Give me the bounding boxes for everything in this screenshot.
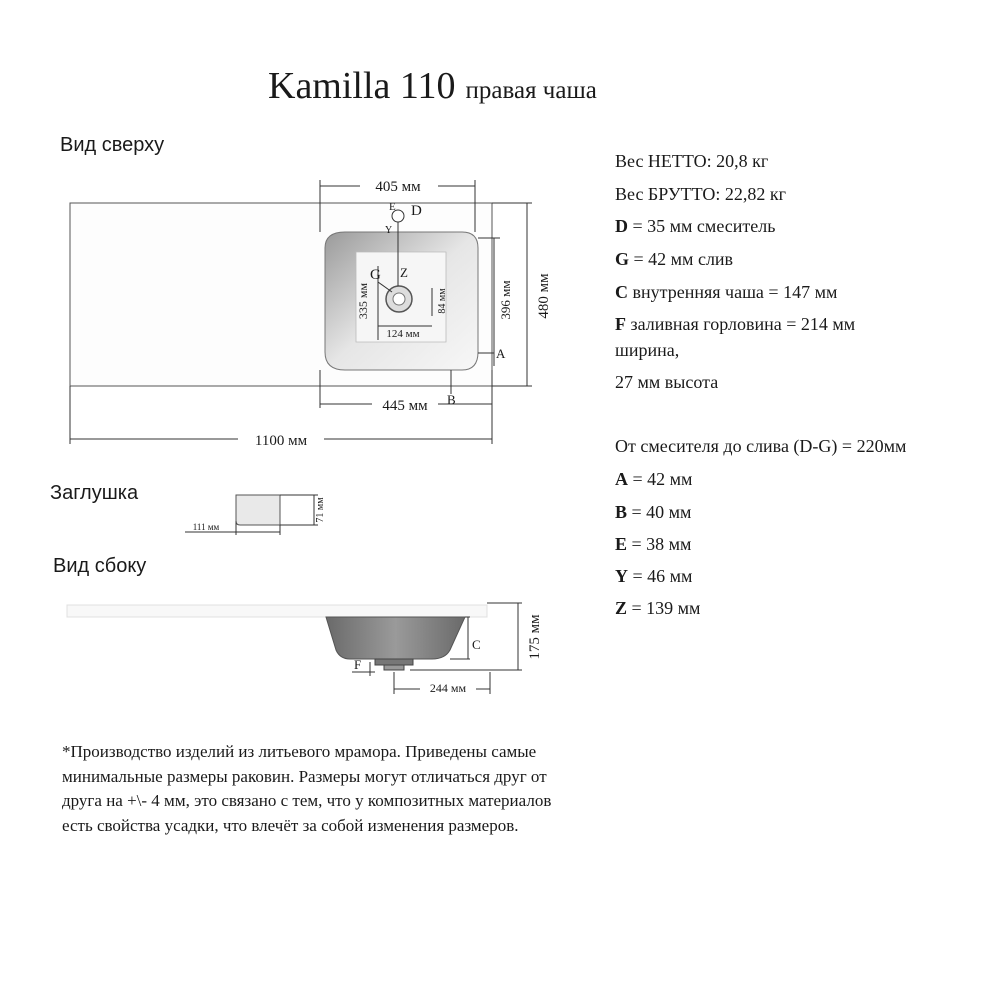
- dim-1100: 1100 мм: [254, 433, 308, 449]
- dim-335: 335 мм: [356, 282, 370, 320]
- plug-shape: [236, 495, 280, 525]
- dim-175: 175 мм: [527, 614, 543, 660]
- spec-text: ширина,: [615, 340, 680, 360]
- spec-line: [615, 502, 691, 523]
- spec-line: [615, 534, 691, 555]
- spec-line: [615, 598, 700, 619]
- spec-line: [615, 372, 718, 393]
- spec-text: = 35 мм смеситель: [628, 216, 776, 236]
- spec-line: [615, 249, 733, 270]
- spec-text: заливная горловина = 214 мм: [626, 314, 856, 334]
- side-view: [67, 603, 543, 696]
- spec-text: = 42 мм слив: [629, 249, 734, 269]
- spec-line: [615, 436, 906, 457]
- plug-view: [185, 495, 326, 535]
- label-D: D: [411, 203, 422, 219]
- spec-key: Z: [615, 598, 628, 618]
- bowl-side: [326, 617, 465, 659]
- label-B: B: [447, 392, 456, 407]
- dim-405: 405 мм: [375, 179, 421, 195]
- model-name: Kamilla 110: [268, 65, 456, 107]
- spec-line: [615, 314, 855, 335]
- footnote: *Производство изделий из литьевого мрамора. Приведены самые минимальные размеры раковин. Размеры могут отличаться друг от друга на +\- 4 мм, это связано с тем, что у композитных материалов есть свойства усадки, что влечёт за собой изменения размеров.: [62, 742, 552, 835]
- top-view: [30, 170, 558, 460]
- spec-key: C: [615, 282, 628, 302]
- spec-key: Y: [615, 566, 628, 586]
- spec-key: G: [615, 249, 630, 269]
- top-view-label: Вид сверху: [60, 134, 165, 156]
- dim-124: 124 мм: [386, 328, 420, 340]
- spec-text: = 46 мм: [628, 566, 693, 586]
- spec-text: = 38 мм: [627, 534, 692, 554]
- label-F: F: [354, 657, 362, 672]
- spec-line: [615, 340, 679, 361]
- spec-text: = 139 мм: [627, 598, 701, 618]
- spec-key: F: [615, 314, 626, 334]
- dim-244: 244 мм: [429, 681, 467, 695]
- label-Y: Y: [385, 225, 393, 236]
- spec-line: [615, 282, 837, 303]
- dim-84: 84 мм: [437, 288, 448, 314]
- spec-text: = 40 мм: [627, 502, 692, 522]
- dim-71: 71 мм: [315, 497, 326, 523]
- spec-key: E: [615, 534, 628, 554]
- spec-text: Вес НЕТТО: 20,8 кг: [615, 151, 769, 171]
- side-view-label: Вид сбоку: [53, 555, 147, 577]
- spec-text: 27 мм высота: [615, 372, 719, 392]
- spec-key: A: [615, 469, 628, 489]
- dim-480: 480 мм: [536, 273, 552, 319]
- spec-line: [615, 566, 692, 587]
- spec-text: внутренняя чаша = 147 мм: [628, 282, 838, 302]
- spec-key: B: [615, 502, 628, 522]
- spec-line: [615, 216, 775, 237]
- dim-111: 111 мм: [192, 522, 220, 532]
- label-C: C: [472, 637, 481, 652]
- label-G: G: [370, 267, 381, 283]
- model-variant: правая чаша: [465, 77, 597, 104]
- countertop-side: [67, 605, 487, 617]
- plug-view-label: Заглушка: [50, 482, 139, 504]
- dim-445: 445 мм: [382, 398, 428, 414]
- label-E: E: [389, 201, 396, 213]
- spec-line: [615, 469, 692, 490]
- dim-396: 396 мм: [498, 280, 513, 320]
- label-Z: Z: [400, 265, 408, 280]
- spec-text: = 42 мм: [628, 469, 693, 489]
- spec-text: От смесителя до слива (D-G) = 220мм: [615, 436, 907, 456]
- spec-text: Вес БРУТТО: 22,82 кг: [615, 184, 786, 204]
- spec-line: [615, 184, 786, 205]
- spec-line: [615, 151, 768, 172]
- label-A: A: [496, 346, 506, 361]
- spec-key: D: [615, 216, 628, 236]
